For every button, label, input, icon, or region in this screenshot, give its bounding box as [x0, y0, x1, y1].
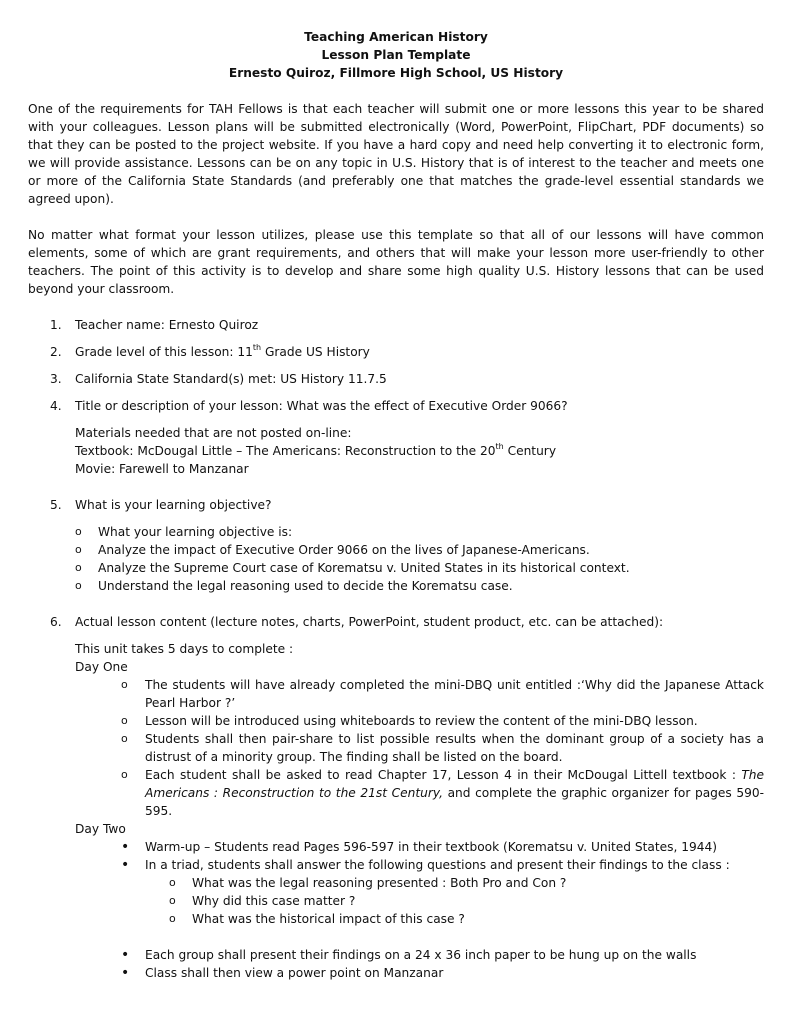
circle-bullet-icon: o	[169, 912, 176, 925]
materials-label: Materials needed that are not posted on-line:	[75, 426, 352, 440]
header-line-1: Teaching American History	[304, 30, 488, 44]
superscript: th	[495, 441, 504, 451]
materials-textbook	[75, 442, 764, 460]
item-number: 5.	[50, 498, 62, 512]
intro-paragraph-2: No matter what format your lesson utilizes, please use this template so that all of our lessons will have common elements, some of which are grant requirements, and others that will make your lesson more user-friendly to other teachers. The point of this activity is to develop and share some high quality U.S. History lessons that can be used beyond your classroom.	[28, 228, 764, 296]
item-number: 4.	[50, 399, 62, 413]
circle-bullet-icon: o	[75, 543, 82, 556]
textbook-title-italic: The Americans : Reconstruction to the 21st Century,	[145, 768, 764, 800]
question-text: What was the historical impact of this case ?	[192, 912, 465, 926]
day-one-item	[28, 676, 764, 712]
circle-bullet-icon: o	[121, 768, 128, 781]
day-two-item	[28, 838, 764, 856]
circle-bullet-icon: o	[121, 678, 128, 691]
circle-bullet-icon: o	[169, 894, 176, 907]
unit-duration: This unit takes 5 days to complete :	[75, 642, 294, 656]
day-two-text: Each group shall present their findings on a 24 x 36 inch paper to be hung up on the walls	[145, 948, 697, 962]
day-two-text: In a triad, students shall answer the following questions and present their findings to the class :	[145, 858, 730, 872]
circle-bullet-icon: o	[75, 561, 82, 574]
objective-text: Analyze the impact of Executive Order 9066 on the lives of Japanese-Americans.	[98, 543, 590, 557]
day-one-text: Students shall then pair-share to list possible results when the dominant group of a society has a distrust of a minority group. The finding shall be listed on the board.	[145, 732, 764, 764]
materials-block	[28, 424, 764, 478]
objective-item	[28, 559, 764, 577]
objective-item	[28, 577, 764, 595]
item-text: California State Standard(s) met: US History 11.7.5	[75, 372, 387, 386]
circle-bullet-icon: o	[75, 579, 82, 592]
item-number: 2.	[50, 345, 62, 359]
item-lesson-content	[28, 613, 764, 631]
objective-list	[28, 523, 764, 595]
day-two-item	[28, 964, 764, 982]
day-two-label: Day Two	[75, 822, 126, 836]
question-item	[28, 874, 764, 892]
header-line-2: Lesson Plan Template	[321, 48, 471, 62]
item-text-tail: Grade US History	[261, 345, 370, 359]
day-one-item	[28, 730, 764, 766]
circle-bullet-icon: o	[121, 732, 128, 745]
item-objective	[28, 496, 764, 514]
day-two-item	[28, 946, 764, 964]
item-text: Grade level of this lesson: 11	[75, 345, 253, 359]
header-line-3: Ernesto Quiroz, Fillmore High School, US History	[228, 66, 564, 80]
item-text: What is your learning objective?	[75, 498, 272, 512]
objective-text: What your learning objective is:	[98, 525, 293, 539]
document-header	[28, 28, 764, 82]
day-two-text: Class shall then view a power point on Manzanar	[145, 966, 444, 980]
bullet-icon: •	[121, 839, 130, 855]
item-title	[28, 397, 764, 415]
day-one-list	[28, 676, 764, 820]
lesson-plan-document	[28, 28, 764, 982]
circle-bullet-icon: o	[169, 876, 176, 889]
day-one-text: Lesson will be introduced using whiteboards to review the content of the mini-DBQ lesson.	[145, 714, 698, 728]
bullet-icon: •	[121, 857, 130, 873]
day-two-list	[28, 838, 764, 982]
item-number: 1.	[50, 318, 62, 332]
circle-bullet-icon: o	[121, 714, 128, 727]
textbook-tail: Century	[503, 444, 557, 458]
day-one-text-tail: and complete the graphic organizer for pages 590-595.	[145, 786, 764, 818]
materials-movie: Movie: Farewell to Manzanar	[75, 462, 249, 476]
day-one-item	[28, 766, 764, 820]
bullet-icon: •	[121, 947, 130, 963]
objective-item	[28, 523, 764, 541]
item-text: Actual lesson content (lecture notes, charts, PowerPoint, student product, etc. can be attached):	[75, 615, 664, 629]
question-text: What was the legal reasoning presented : Both Pro and Con ?	[192, 876, 567, 890]
question-text: Why did this case matter ?	[192, 894, 356, 908]
objective-text: Understand the legal reasoning used to decide the Korematsu case.	[98, 579, 513, 593]
objective-item	[28, 541, 764, 559]
item-text: Title or description of your lesson: What was the effect of Executive Order 9066?	[75, 399, 568, 413]
item-number: 6.	[50, 615, 62, 629]
item-number: 3.	[50, 372, 62, 386]
circle-bullet-icon: o	[75, 525, 82, 538]
day-one-text: The students will have already completed the mini-DBQ unit entitled :‘Why did the Japanese Attack Pearl Harbor ?’	[145, 678, 764, 710]
item-standards	[28, 370, 764, 388]
day-two-text: Warm-up – Students read Pages 596-597 in their textbook (Korematsu v. United States, 1944)	[145, 840, 718, 854]
superscript: th	[252, 342, 262, 352]
item-text: Teacher name: Ernesto Quiroz	[75, 318, 259, 332]
day-one-text: Each student shall be asked to read Chapter 17, Lesson 4 in their McDougal Littell textbook :	[145, 768, 742, 782]
objective-text: Analyze the Supreme Court case of Korematsu v. United States in its historical context.	[98, 561, 630, 575]
item-teacher-name	[28, 316, 764, 334]
day-one-label: Day One	[75, 660, 128, 674]
intro-paragraph-1: One of the requirements for TAH Fellows is that each teacher will submit one or more lessons this year to be shared with your colleagues. Lesson plans will be submitted electronically (Word, PowerPoint, FlipChart, PDF documents) so that they can be posted to the project website. If you have a hard copy and need help converting it to electronic form, we will provide assistance. Lessons can be on any topic in U.S. History that is of interest to the teacher and meets one or more of the California State Standards (and preferably one that matches the grade-level essential standards we agreed upon).	[28, 102, 764, 206]
textbook-text: Textbook: McDougal Little – The Americans: Reconstruction to the 20	[75, 444, 496, 458]
question-item	[28, 892, 764, 910]
day-one-item	[28, 712, 764, 730]
item-grade-level	[28, 343, 764, 361]
bullet-icon: •	[121, 965, 130, 981]
day-two-item	[28, 856, 764, 874]
question-item	[28, 910, 764, 928]
